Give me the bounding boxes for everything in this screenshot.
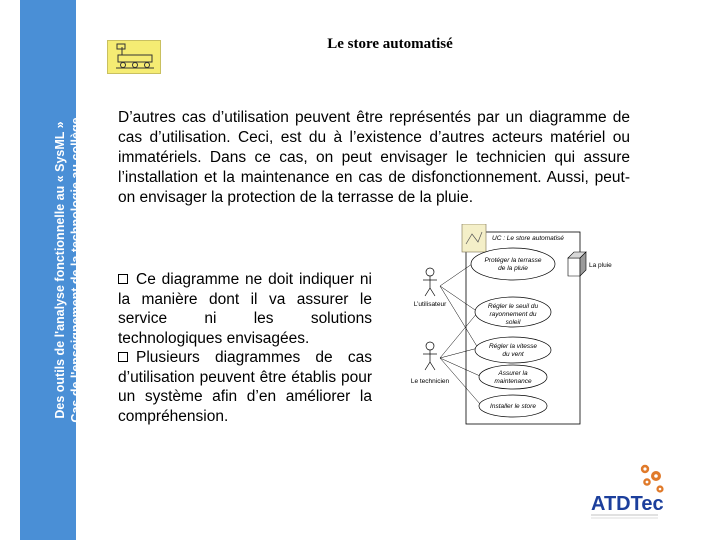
- use-case-label: maintenance: [494, 378, 532, 385]
- actor-label: Le technicien: [410, 378, 450, 385]
- vertical-title-bar: [20, 0, 83, 540]
- vertical-title-line-2: Cas de l'enseignement de la technologie au collège: [69, 117, 83, 423]
- use-case-label: du vent: [502, 351, 524, 358]
- bullet-item: [118, 348, 372, 426]
- use-case-label: Régler le seuil du: [487, 303, 539, 310]
- use-case-label: Installer le store: [490, 403, 536, 410]
- actor-label: L’utilisateur: [413, 301, 447, 308]
- intro-paragraph: D’autres cas d’utilisation peuvent être représentés par un diagramme de cas d’utilisation. Ceci, est du à l’existence d’autres acteurs matériel ou immatériels. Dans ce cas, on peut envisager le technicien qui assure l’installation et la maintenance en cas de disfonctionnement. Aussi, peut-on envisager la protection de la terrasse de la pluie.: [118, 109, 630, 206]
- note-icon: [462, 224, 486, 252]
- use-case-label: soleil: [505, 319, 521, 326]
- store-logo-icon: [107, 40, 161, 74]
- gears-icon: [641, 465, 664, 493]
- bullet-list: [118, 270, 372, 426]
- page-title: Le store automatisé: [327, 36, 453, 52]
- rain-actor-icon: [568, 252, 586, 276]
- vertical-title: [52, 117, 84, 422]
- use-case-label: Assurer la: [498, 370, 528, 377]
- bullet-text: Plusieurs diagrammes de cas d’utilisation peuvent être établis pour un système afin d’en améliorer la compréhension.: [118, 349, 372, 425]
- use-case: [479, 395, 547, 417]
- system-label: UC : Le store automatisé: [492, 235, 564, 242]
- user-actor-icon: [423, 268, 437, 296]
- technician-actor-icon: [423, 342, 437, 370]
- atdtec-logo: [576, 460, 666, 524]
- use-case: [475, 297, 551, 327]
- use-case: [479, 365, 547, 389]
- logo-wordmark: ATDTec: [591, 493, 664, 515]
- bullet-item: [118, 270, 372, 348]
- vertical-title-line-1: Des outils de l'analyse fonctionnelle au « SysML »: [53, 121, 67, 419]
- bullet-text: Ce diagramme ne doit indiquer ni la manière dont il va assurer le service ni les solutions technologiques envisagées.: [118, 271, 372, 347]
- checkbox-bullet-icon: [118, 352, 128, 362]
- use-case-label: Régler la vitesse: [488, 343, 538, 350]
- use-case-label: de la pluie: [498, 265, 528, 272]
- use-case-label: rayonnement du: [489, 311, 537, 318]
- use-case: [475, 337, 551, 363]
- actor-label: La pluie: [589, 262, 612, 269]
- checkbox-bullet-icon: [118, 274, 128, 284]
- use-case-diagram: [400, 224, 620, 434]
- use-case-label: Protéger la terrasse: [484, 257, 542, 264]
- use-case: [471, 248, 555, 280]
